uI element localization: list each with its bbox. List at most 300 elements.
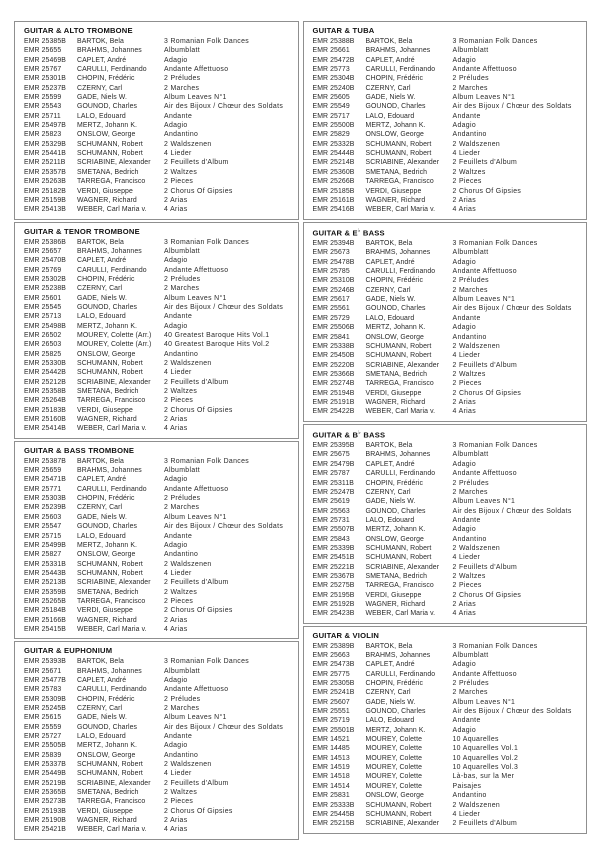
work-title: Adagio [452,324,477,332]
catalog-row [24,368,292,377]
catalog-row [313,516,581,525]
work-title: Andante [452,314,481,322]
composer-name: CZERNY, Carl [365,286,411,294]
composer-name: SCHUMANN, Robert [77,150,143,158]
catalog-number: EMR 25194B [312,389,355,397]
catalog-number: EMR 25310B [312,277,355,285]
catalog-row [24,275,292,284]
composer-name: VERDI, Giuseppe [365,389,422,397]
catalog-row [24,657,292,666]
work-title: Andantino [164,350,199,358]
catalog-row [313,726,581,735]
composer-name: CHOPIN, Frédéric [77,75,135,83]
work-title: Album Leaves N°1 [164,513,227,521]
work-title: Album Leaves N°1 [164,94,227,102]
composer-name: SCHUMANN, Robert [77,360,143,367]
catalog-row [313,791,581,800]
catalog-number: EMR 25829 [312,131,350,139]
catalog-number: EMR 25339B [312,544,355,552]
catalog-number: EMR 25359B [24,588,66,596]
composer-name: WAGNER, Richard [77,416,137,424]
work-title: 2 Préludes [452,277,489,285]
composer-name: MERTZ, Johann K. [365,726,426,734]
catalog-row [24,513,292,522]
composer-name: ONSLOW, George [365,535,424,543]
catalog-number: EMR 26503 [24,341,62,349]
work-title: Adagio [164,257,188,265]
catalog-number: EMR 25275B [312,582,355,590]
catalog-number: EMR 25385B [24,38,66,45]
work-title: 2 Feuillets d'Album [164,779,229,787]
work-title: Andantino [452,333,487,341]
catalog-row [24,466,292,475]
composer-name: WEBER, Carl Maria v. [365,610,436,618]
composer-name: CAPLET, André [77,56,127,64]
work-title: 2 Arias [452,398,477,406]
composer-name: MERTZ, Johann K. [77,322,138,330]
composer-name: GADE, Niels W. [77,513,128,521]
catalog-number: EMR 25214B [312,159,355,167]
work-title: Album Leaves N°1 [452,94,516,102]
work-title: 2 Marches [164,84,200,92]
work-title: 2 Waldszenen [452,140,501,148]
composer-name: CZERNY, Carl [77,705,123,712]
work-title: Andante [164,532,193,540]
catalog-number: EMR 25338B [312,342,355,350]
catalog-number: EMR 25360B [312,168,355,176]
work-title: 2 Chorus Of Gipsies [452,389,522,397]
catalog-row [24,485,292,494]
catalog-section [303,424,588,624]
composer-name: WEBER, Carl Maria v. [77,425,147,433]
catalog-number: EMR 25423B [312,610,355,618]
work-title: 4 Arias [452,408,477,416]
catalog-row [24,825,292,834]
composer-name: TARREGA, Francisco [77,178,146,186]
composer-name: SCRIABINE, Alexander [365,563,440,571]
catalog-number: EMR 25221B [312,563,355,571]
composer-name: CAPLET, André [365,661,415,669]
catalog-number: EMR 25443B [24,569,66,577]
catalog-row [313,707,581,716]
catalog-row [313,149,581,158]
work-title: Adagio [452,726,477,734]
catalog-number: EMR 25441B [24,150,66,158]
work-title: 4 Arias [452,206,477,214]
composer-name: LALO, Edouard [365,717,415,725]
catalog-row [313,130,581,139]
catalog-row [24,415,292,424]
catalog-row [313,535,581,544]
composer-name: MOUREY, Colette (Arr.) [77,341,152,349]
composer-name: BRAHMS, Johannes [365,249,431,257]
catalog-row [24,695,292,704]
catalog-section [303,626,588,834]
catalog-row [313,763,581,772]
composer-name: GADE, Niels W. [365,296,416,304]
composer-name: SCHUMANN, Robert [365,140,432,148]
catalog-number: EMR 25331B [24,560,66,568]
work-title: Andante Affettuoso [452,268,517,276]
work-title: 2 Préludes [452,479,489,487]
composer-name: GOUNOD, Charles [77,723,138,731]
catalog-column-right [303,21,588,839]
composer-name: WEBER, Carl Maria v. [77,206,147,214]
work-title: Albumblatt [452,451,489,459]
section-rows [313,642,581,829]
catalog-row [313,168,581,177]
catalog-row [313,651,581,660]
catalog-row [24,779,292,788]
catalog-row [24,704,292,713]
catalog-row [24,93,292,102]
catalog-section [14,441,299,640]
catalog-row [24,359,292,368]
catalog-row [24,378,292,387]
catalog-number: EMR 26502 [24,331,62,339]
work-title: 2 Marches [452,286,488,294]
catalog-section [14,222,299,439]
catalog-number: EMR 25185B [312,187,355,195]
catalog-row [313,744,581,753]
work-title: 2 Pieces [164,397,194,405]
composer-name: ONSLOW, George [365,792,424,800]
catalog-row [313,572,581,581]
catalog-row [313,74,581,83]
catalog-row [24,196,292,205]
work-title: Albumblatt [452,652,489,659]
catalog-row [24,723,292,732]
composer-name: CZERNY, Carl [365,84,411,92]
catalog-row [24,121,292,130]
catalog-number: EMR 25601 [24,294,62,302]
catalog-number: EMR 25655 [24,47,62,55]
work-title: 2 Waldszenen [452,342,501,350]
work-title: 2 Waltzes [164,168,198,176]
composer-name: SMETANA, Bedrich [77,789,139,797]
catalog-row [313,112,581,121]
composer-name: CHOPIN, Frédéric [365,479,423,487]
catalog-row [24,56,292,65]
work-title: 2 Préludes [164,275,201,283]
composer-name: LALO, Edouard [77,112,126,120]
work-title: 2 Waltzes [452,168,486,176]
work-title: 3 Romanian Folk Dances [452,240,538,248]
catalog-number: EMR 25478B [312,258,355,266]
catalog-row [313,205,581,214]
composer-name: VERDI, Giuseppe [365,591,422,599]
catalog-number: EMR 25389B [312,642,355,650]
work-title: 2 Pieces [164,798,194,806]
catalog-row [313,267,581,276]
work-title: 2 Waldszenen [164,560,212,568]
catalog-row [24,266,292,275]
catalog-row [313,441,581,450]
composer-name: CAPLET, André [77,676,127,684]
catalog-row [313,389,581,398]
catalog-row [24,140,292,149]
composer-name: CHOPIN, Frédéric [77,695,135,703]
catalog-number: EMR 25663 [312,652,350,659]
catalog-number: EMR 25247B [312,488,355,496]
catalog-row [313,754,581,763]
catalog-row [313,140,581,149]
composer-name: SMETANA, Bedrich [77,168,139,176]
composer-name: WAGNER, Richard [365,398,426,406]
work-title: 2 Pieces [452,582,482,590]
catalog-number: EMR 25274B [312,380,355,388]
catalog-row [24,685,292,694]
work-title: 2 Pieces [164,597,194,605]
catalog-row [313,801,581,810]
work-title: 4 Lieder [164,770,192,778]
catalog-row [313,772,581,781]
work-title: Andante [452,717,481,725]
catalog-number: EMR 25329B [24,140,66,148]
catalog-number: EMR 25183B [24,406,66,414]
composer-name: TARREGA, Francisco [77,597,146,605]
catalog-number: EMR 25421B [24,826,66,834]
catalog-row [313,46,581,55]
work-title: Andante Affettuoso [164,686,229,694]
catalog-row [24,149,292,158]
composer-name: SCHUMANN, Robert [365,544,432,552]
work-title: Air des Bijoux / Chœur des Soldats [164,723,284,731]
catalog-number: EMR 25729 [312,314,350,322]
section-rows [24,238,292,434]
work-title: 2 Préludes [452,75,489,83]
work-title: 3 Romanian Folk Dances [164,38,250,45]
catalog-number: EMR 25787 [312,470,350,478]
work-title: 4 Arias [164,826,188,834]
work-title: Adagio [452,56,477,64]
work-title: 2 Waltzes [164,789,198,797]
catalog-number: EMR 25445B [312,810,355,818]
catalog-number: EMR 25195B [312,591,355,599]
composer-name: CARULLI, Ferdinando [365,670,436,678]
composer-name: SMETANA, Bedrich [365,370,428,378]
composer-name: MOUREY, Colette [365,773,423,781]
catalog-number: EMR 25825 [24,350,62,358]
work-title: Andantino [164,751,199,759]
composer-name: WAGNER, Richard [365,196,426,204]
work-title: Adagio [164,676,188,684]
work-title: 3 Romanian Folk Dances [164,238,250,246]
catalog-row [313,276,581,285]
work-title: Andantino [452,131,487,139]
work-title: 4 Arias [164,625,188,633]
catalog-number: EMR 25393B [24,658,66,666]
catalog-number: EMR 25659 [24,467,62,475]
catalog-row [24,522,292,531]
catalog-number: EMR 14518 [312,773,350,781]
work-title: 3 Romanian Folk Dances [452,642,538,650]
catalog-row [313,488,581,497]
work-title: 2 Pieces [452,380,482,388]
composer-name: SCHUMANN, Robert [77,569,143,577]
catalog-number: EMR 25785 [312,268,350,276]
catalog-number: EMR 25561 [312,305,350,313]
catalog-number: EMR 25220B [312,361,355,369]
catalog-number: EMR 25469B [24,56,66,64]
composer-name: VERDI, Giuseppe [77,187,133,195]
composer-name: MOUREY, Colette [365,782,423,790]
catalog-number: EMR 25775 [312,670,350,678]
catalog-number: EMR 25263B [24,178,66,186]
catalog-row [313,361,581,370]
work-title: Andante [452,112,481,120]
work-title: Air des Bijoux / Chœur des Soldats [452,507,572,515]
composer-name: CARULLI, Ferdinando [77,66,147,74]
work-title: 2 Waldszenen [452,801,501,809]
catalog-row [313,258,581,267]
catalog-row [24,676,292,685]
catalog-number: EMR 25213B [24,579,66,587]
catalog-row [313,563,581,572]
composer-name: CHOPIN, Frédéric [365,75,423,83]
work-title: Album Leaves N°1 [164,294,227,302]
catalog-number: EMR 25449B [24,770,66,778]
catalog-row [313,782,581,791]
work-title: 2 Arias [164,817,188,825]
catalog-row [313,121,581,130]
catalog-number: EMR 25311B [312,479,354,487]
composer-name: VERDI, Giuseppe [365,187,422,195]
section-title: GUITAR & EUPHONIUM [24,646,113,656]
work-title: 2 Feuillets d'Album [452,820,518,828]
composer-name: BARTOK, Bela [77,238,124,246]
catalog-number: EMR 25675 [312,451,350,459]
composer-name: GADE, Niels W. [77,94,128,102]
catalog-number: EMR 25413B [24,206,66,214]
catalog-row [313,286,581,295]
work-title: Andantino [164,551,199,559]
catalog-row [24,807,292,816]
work-title: 2 Waldszenen [164,761,212,769]
catalog-row [24,303,292,312]
composer-name: SCHUMANN, Robert [77,770,143,778]
composer-name: CAPLET, André [77,257,127,265]
catalog-row [313,716,581,725]
work-title: 2 Waldszenen [452,544,501,552]
section-rows [313,239,581,417]
composer-name: WEBER, Carl Maria v. [77,625,147,633]
work-title: 2 Arias [452,600,477,608]
catalog-row [24,732,292,741]
composer-name: SCRIABINE, Alexander [365,820,440,828]
composer-name: GOUNOD, Charles [365,507,426,515]
composer-name: SCHUMANN, Robert [365,352,432,360]
catalog-row [313,323,581,332]
work-title: Paisajes [452,782,482,790]
catalog-number: EMR 25605 [312,94,350,102]
work-title: Là-bas, sur la Mer [452,773,515,781]
section-title: GUITAR & TUBA [312,26,375,35]
catalog-row [24,760,292,769]
composer-name: SCHUMANN, Robert [77,761,143,769]
composer-name: SCRIABINE, Alexander [365,159,440,167]
catalog-number: EMR 25771 [24,485,62,493]
work-title: 2 Feuillets d'Album [452,159,518,167]
catalog-number: EMR 25827 [24,551,62,559]
catalog-number: EMR 25416B [312,206,355,214]
composer-name: BRAHMS, Johannes [77,667,142,675]
catalog-row [24,350,292,359]
catalog-number: EMR 25166B [24,616,66,624]
composer-name: BRAHMS, Johannes [365,652,431,659]
composer-name: ONSLOW, George [365,131,424,139]
work-title: 2 Préludes [164,695,201,703]
catalog-number: EMR 25238B [24,285,66,293]
section-title: GUITAR & VIOLIN [312,630,380,640]
composer-name: ONSLOW, George [77,551,136,559]
catalog-number: EMR 25386B [24,238,66,246]
catalog-row [24,396,292,405]
catalog-row [313,351,581,360]
catalog-number: EMR 25219B [24,779,66,787]
catalog-row [24,84,292,93]
work-title: Albumblatt [164,47,201,55]
composer-name: BARTOK, Bela [365,240,413,248]
work-title: 4 Lieder [164,150,192,158]
catalog-row [313,507,581,516]
catalog-row [24,494,292,503]
catalog-row [313,660,581,669]
catalog-row [313,642,581,651]
catalog-number: EMR 25387B [24,457,66,465]
catalog-number: EMR 25332B [312,140,355,148]
catalog-number: EMR 25264B [24,397,66,405]
catalog-row [24,331,292,340]
catalog-number: EMR 25823 [24,131,62,139]
catalog-row [313,670,581,679]
catalog-number: EMR 25545 [24,303,62,311]
work-title: Album Leaves N°1 [452,698,516,706]
catalog-row [313,93,581,102]
catalog-number: EMR 25507B [312,526,355,534]
composer-name: MERTZ, Johann K. [77,122,138,130]
work-title: 4 Lieder [164,369,192,377]
work-title: 4 Lieder [452,554,481,562]
composer-name: BRAHMS, Johannes [77,247,142,255]
catalog-number: EMR 25479B [312,460,355,468]
work-title: 2 Préludes [452,680,489,688]
work-title: Andante Affettuoso [452,470,517,478]
catalog-row [313,600,581,609]
composer-name: CZERNY, Carl [77,504,123,512]
catalog-number: EMR 25543 [24,103,62,111]
catalog-row [24,312,292,321]
composer-name: LALO, Edouard [77,733,126,741]
work-title: 2 Waltzes [164,588,198,596]
composer-name: BARTOK, Bela [77,38,124,45]
catalog-row [24,46,292,55]
work-title: Adagio [452,661,477,669]
work-title: 2 Feuillets d'Album [452,563,518,571]
work-title: 4 Lieder [452,150,481,158]
catalog-row [24,340,292,349]
catalog-number: EMR 25603 [24,513,62,521]
catalog-row [24,713,292,722]
section-title: GUITAR & ALTO TROMBONE [24,26,133,35]
catalog-row [313,56,581,65]
catalog-number: EMR 25661 [312,47,350,55]
catalog-row [313,342,581,351]
work-title: 2 Pieces [164,178,194,186]
catalog-number: EMR 25671 [24,667,62,675]
work-title: Adagio [452,122,477,130]
work-title: Albumblatt [452,249,489,257]
